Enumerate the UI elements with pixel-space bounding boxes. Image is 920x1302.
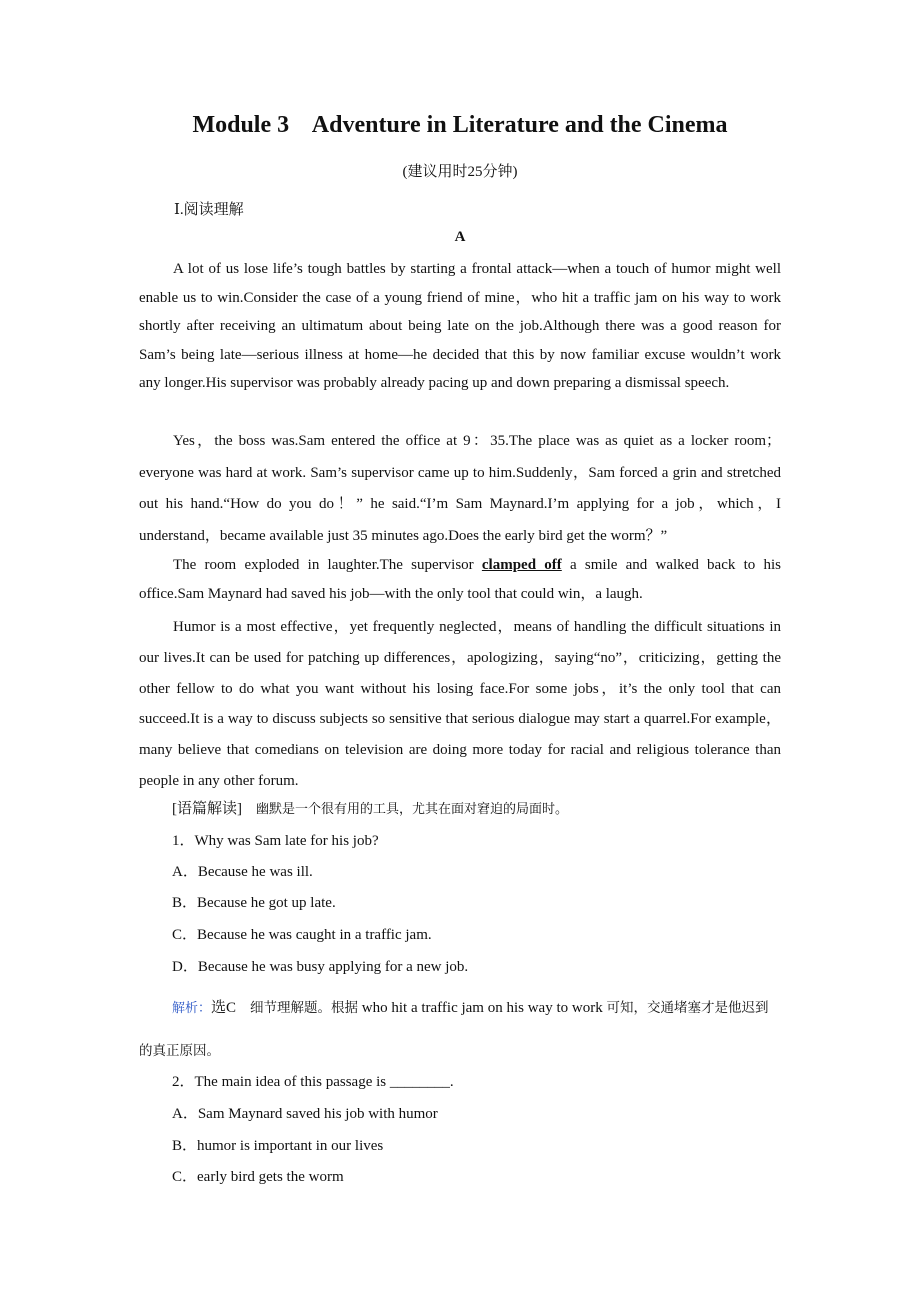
keyword-clamped-off: clamped off <box>481 557 562 573</box>
question-1-option-c: C．Because he was caught in a traffic jam. <box>172 927 432 943</box>
passage-paragraph-4: Humor is a most effective，yet frequently neglected，means of handling the difficult situations in our lives.It can be used for patching up differences，apologizing，saying“no”，criticizing，getting the other fellow to do what you want without his losing face.For some jobs，it’s the only tool that can succeed.It is a way to discuss subjects so sensitive that serious dialogue may start a quarrel.For example，many believe that comedians on television are doing more today for racial and religious tolerance than people in any other forum. <box>139 619 781 789</box>
question-2-option-a: A．Sam Maynard saved his job with humor <box>172 1106 438 1122</box>
passage-paragraph-1: A lot of us lose life’s tough battles by starting a frontal attack—when a touch of humor might well enable us to win.Consider the case of a young friend of mine，who hit a traffic jam on his way to work shortly after receiving an ultimatum about being late on the job.Although there was a good reason for Sam’s being late—serious illness at home—he decided that this by now familiar excuse wouldn’t work any longer.His supervisor was probably already pacing up and down preparing a dismissal speech. <box>139 261 781 391</box>
page-title: Module 3 Adventure in Literature and the Cinema <box>192 112 728 138</box>
section-heading: Ⅰ.阅读理解 <box>174 202 244 218</box>
question-1-option-b: B．Because he got up late. <box>172 895 336 911</box>
analysis-choice: 选C <box>211 1000 237 1016</box>
paragraph-3-after: a smile and walked back to his office.Sam Maynard had saved his job—with the only tool that could win，a laugh. <box>139 557 781 602</box>
question-1-stem: 1．Why was Sam late for his job? <box>172 833 379 849</box>
passage-paragraph-3 <box>139 551 781 609</box>
question-2-option-b: B．humor is important in our lives <box>172 1138 384 1154</box>
question-1-analysis <box>139 987 781 1072</box>
question-2-stem: 2．The main idea of this passage is ________. <box>172 1074 454 1090</box>
suggested-time: (建议用时25分钟) <box>402 164 518 180</box>
summary-label: [语篇解读] <box>172 801 242 817</box>
passage-paragraph-2: Yes，the boss was.Sam entered the office at 9：35.The place was as quiet as a locker room；everyone was hard at work. Sam’s supervisor came up to him.Suddenly，Sam forced a grin and stretched out his hand.“How do you do！” he said.“I’m Sam Maynard.I’m applying for a job，which，I understand，became available just 35 minutes ago.Does the early bird get the worm？” <box>139 433 781 544</box>
analysis-label: 解析： <box>172 1001 212 1016</box>
summary-text: 幽默是一个很有用的工具，尤其在面对窘迫的局面时。 <box>256 802 569 817</box>
analysis-text-1: 细节理解题。根据 <box>250 1000 359 1016</box>
question-1-option-d: D．Because he was busy applying for a new job. <box>172 959 469 975</box>
passage-summary <box>172 797 568 818</box>
analysis-text-2: 可知，交通堵塞才是他迟到的真正原因。 <box>139 1000 769 1059</box>
paragraph-3-before: The room exploded in laughter.The supervisor <box>173 557 482 573</box>
passage-label: A <box>454 229 466 245</box>
analysis-quote: who hit a traffic jam on his way to work <box>358 1000 607 1016</box>
question-1-option-a: A．Because he was ill. <box>172 864 313 880</box>
question-2-option-c: C．early bird gets the worm <box>172 1169 344 1185</box>
